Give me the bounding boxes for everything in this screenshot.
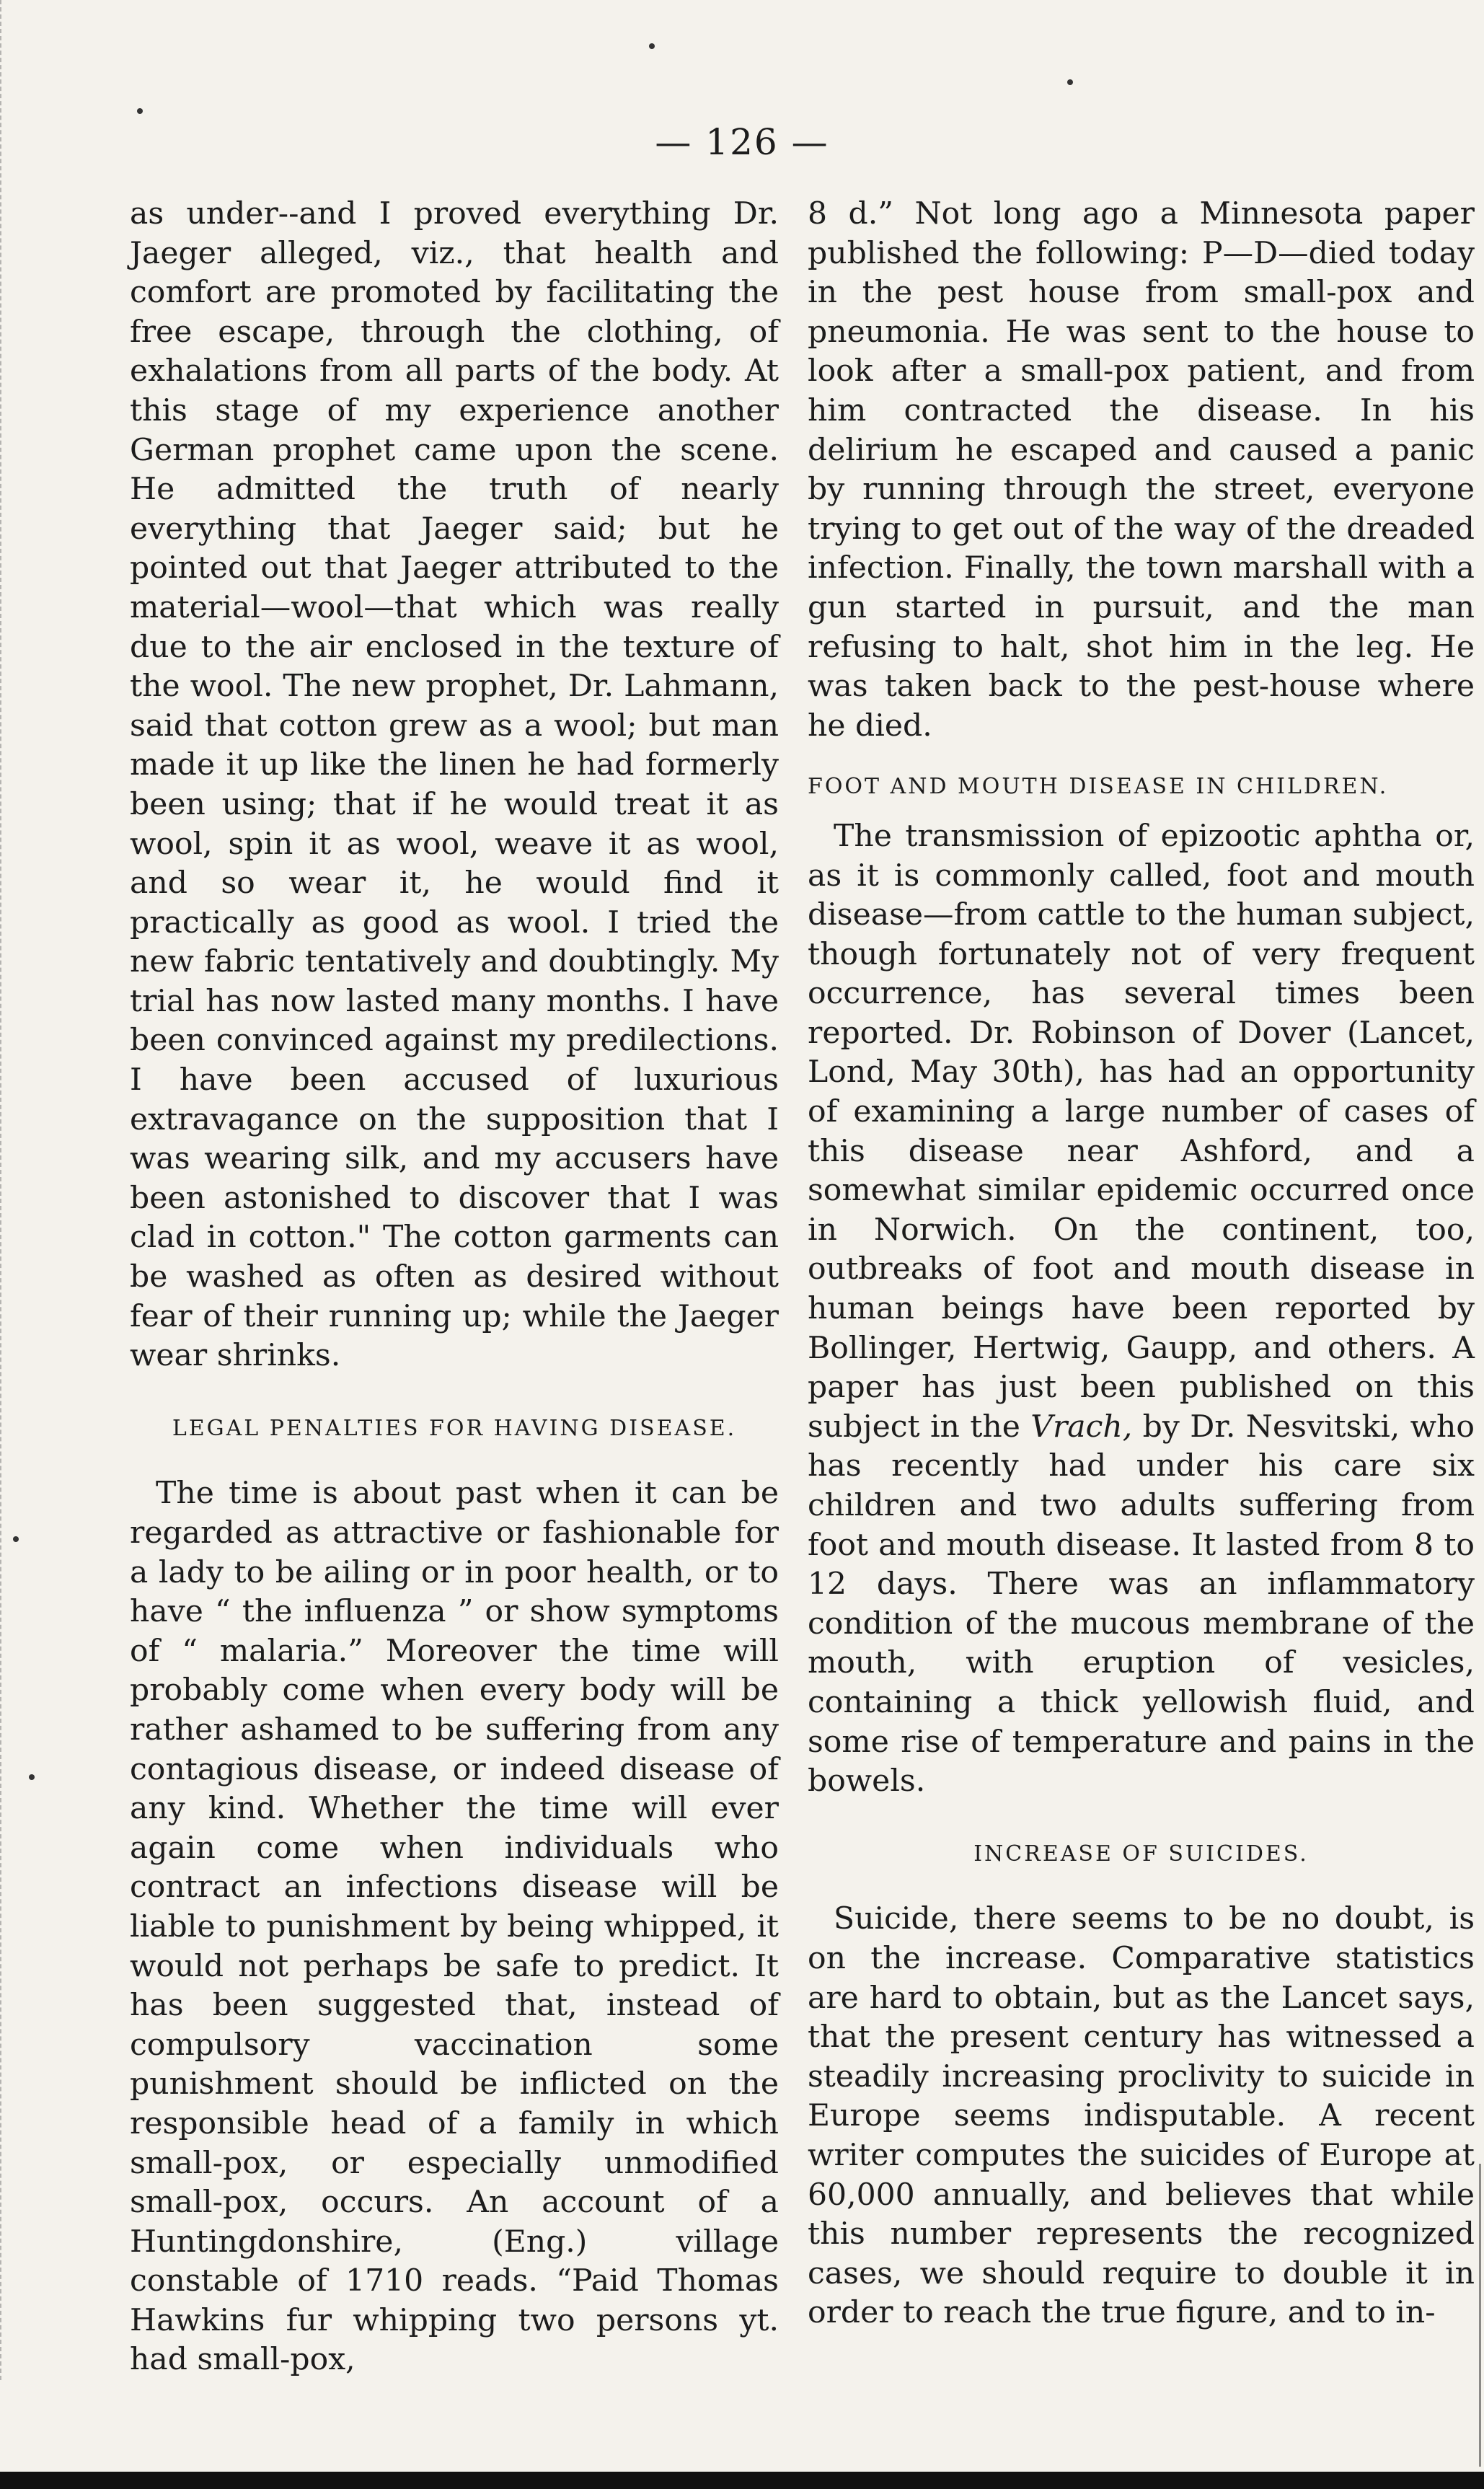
- foot-and-mouth-paragraph: [808, 817, 1475, 1802]
- section-heading-suicides: INCREASE OF SUICIDES.: [973, 1841, 1309, 1867]
- section-heading-legal-penalties: LEGAL PENALTIES FOR HAVING DISEASE.: [172, 1415, 737, 1441]
- ink-speck: [649, 43, 655, 49]
- foot-and-mouth-text-b: by Dr. Nesvitski, who has recently had under his care six children and two adults suffering from foot and mouth disease. It lasted from 8 to 12 days. There was an inflammatory condition of the mucous membrane of the mouth, with eruption of vesicles, containing a thick yellowish fluid, and some rise of temperature and pains in the bowels.: [808, 1409, 1475, 1799]
- ink-speck: [29, 1774, 35, 1780]
- left-opening-paragraph: as under--and I proved everything Dr. Jaeger alleged, viz., that health and comfort are promoted by facilitating the free escape, through the clothing, of exhalations from all parts of the body. At this stage of my experience another German prophet came upon the scene. He admitted the truth of nearly everything that Jaeger said; but he pointed out that Jaeger attributed to the material—wool—that which was really due to the air enclosed in the texture of the wool. The new prophet, Dr. Lahmann, said that cotton grew as a wool; but man made it up like the linen he had formerly been using; that if he would treat it as wool, spin it as wool, weave it as wool, and so wear it, he would find it practically as good as wool. I tried the new fabric tentatively and doubtingly. My trial has now lasted many months. I have been convinced against my predilections. I have been accused of luxurious extravagance on the supposition that I was wearing silk, and my accusers have been astonished to discover that I was clad in cotton." The cotton garments can be washed as often as desired without fear of their running up; while the Jaeger wear shrinks.: [130, 196, 779, 1374]
- section-heading-foot-and-mouth: FOOT AND MOUTH DISEASE IN CHILDREN.: [808, 774, 1389, 800]
- right-column: [808, 195, 1475, 2333]
- binding-edge: [0, 0, 6, 2380]
- journal-title-vrach: Vrach,: [1030, 1409, 1133, 1445]
- ink-speck: [1067, 79, 1073, 85]
- page-number: — 126 —: [655, 121, 829, 163]
- foot-and-mouth-text-a: The transmission of epizootic aphtha or, as it is commonly called, foot and mouth disease—from cattle to the human subject, though fortunately not of very frequent occurrence, has several times been reported. Dr. Robinson of Dover (Lancet, Lond, May 30th), has had an opportunity of examining a large number of cases of this disease near Ashford, and a somewhat similar epidemic occurred once in Norwich. On the continent, too, outbreaks of foot and mouth disease in human beings have been reported by Bollinger, Hertwig, Gaupp, and others. A paper has just been published on this subject in the: [808, 818, 1475, 1445]
- ink-speck: [13, 1536, 19, 1542]
- suicides-paragraph: Suicide, there seems to be no doubt, is on the increase. Comparative statistics are hard to obtain, but as the Lancet says, that the present century has witnessed a steadily increasing proclivity to suicide in Europe seems indisputable. A recent writer computes the suicides of Europe at 60,000 annually, and believes that while this number represents the recognized cases, we should require to double it in order to reach the true figure, and to in-: [808, 1901, 1475, 2331]
- legal-penalties-paragraph: The time is about past when it can be regarded as attractive or fashionable for a lady to be ailing or in poor health, or to have “ the influenza ” or show symptoms of “ malaria.” Moreover the time will probably come when every body will be rather ashamed to be suffering from any contagious disease, or indeed disease of any kind. Whether the time will ever again come when individuals who contract an infections disease will be liable to punishment by being whipped, it would not perhaps be safe to predict. It has been suggested that, instead of compulsory vaccination some punishment should be inflicted on the responsible head of a family in which small-pox, or especially unmodified small-pox, occurs. An account of a Huntingdonshire, (Eng.) village constable of 1710 reads. “Paid Thomas Hawkins fur whipping two persons yt. had small-pox,: [130, 1476, 779, 2378]
- left-column: [130, 195, 779, 2380]
- right-opening-paragraph: 8 d.” Not long ago a Minnesota paper published the following: P—D—died today in the pest house from small-pox and pneumonia. He was sent to the house to look after a small-pox patient, and from him contracted the disease. In his delirium he escaped and caused a panic by running through the street, everyone trying to get out of the way of the dreaded infection. Finally, the town marshall with a gun started in pursuit, and the man refusing to halt, shot him in the leg. He was taken back to the pest-house where he died.: [808, 196, 1475, 744]
- right-edge-mark: [1475, 2164, 1481, 2467]
- ink-speck: [137, 108, 143, 114]
- bottom-scan-edge: [0, 2472, 1484, 2489]
